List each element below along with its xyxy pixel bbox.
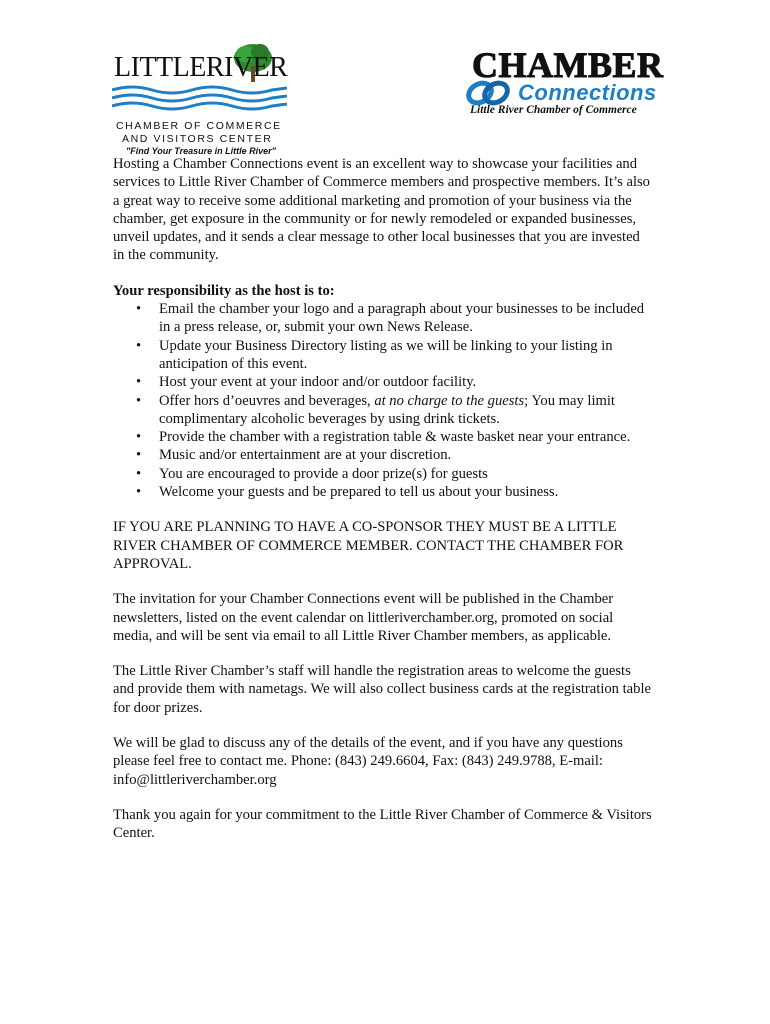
logo-line-2: AND VISITORS CENTER bbox=[122, 133, 273, 145]
intro-paragraph: Hosting a Chamber Connections event is an excellent way to showcase your facilities and services to Little River Chamber of Commerce members and prospective members. It’s also a great way to receive some additional marketing and promotion of your business via the chamber, get exposure in the community or for newly remodeled or expanded businesses, unveil updates, and it sends a clear message to other local businesses that you are invested in the community. bbox=[113, 156, 650, 264]
logo-line-1: CHAMBER OF COMMERCE bbox=[116, 120, 282, 132]
list-item: • Email the chamber your logo and a paragraph about your businesses to be included in a press release, or, submit your own News Release. bbox=[159, 300, 653, 337]
list-item: • Host your event at your indoor and/or outdoor facility. bbox=[159, 373, 653, 391]
no-charge-emphasis: at no charge to the guests bbox=[374, 392, 525, 409]
logo-tagline: "Find Your Treasure in Little River" bbox=[126, 146, 276, 156]
wave-icon bbox=[112, 84, 287, 116]
list-item: • Provide the chamber with a registration table & waste basket near your entrance. bbox=[159, 428, 653, 446]
cosponsor-notice: IF YOU ARE PLANNING TO HAVE A CO-SPONSOR THEY MUST BE A LITTLE RIVER CHAMBER OF COMMERCE MEMBER. CONTACT THE CHAMBER FOR APPROVAL. bbox=[113, 519, 624, 572]
chamber-connections-logo bbox=[462, 45, 664, 120]
chamber-subtitle: Little River Chamber of Commerce bbox=[470, 104, 637, 116]
contact-paragraph: We will be glad to discuss any of the details of the event, and if you have any questions please feel free to contact me. Phone: (843) 249.6604, Fax: (843) 249.9788, E-mail: info@littleriverchamber.org bbox=[113, 735, 623, 788]
staff-paragraph: The Little River Chamber’s staff will handle the registration areas to welcome the guests and provide them with nametags. We will also collect business cards at the registration table for door prizes. bbox=[113, 663, 651, 716]
list-item-hors-doeuvres: • Offer hors d’oeuvres and beverages, at no charge to the guests; You may limit complimentary alcoholic beverages by using drink tickets. bbox=[159, 392, 653, 429]
responsibility-heading: Your responsibility as the host is to: bbox=[113, 282, 335, 299]
connections-script: Connections bbox=[518, 80, 657, 105]
list-item: • Music and/or entertainment are at your discretion. bbox=[159, 446, 653, 464]
logo-name: LITTLERIVER bbox=[114, 52, 288, 83]
list-item: • Update your Business Directory listing as we will be linking to your listing in anticipation of this event. bbox=[159, 337, 653, 374]
list-item: • Welcome your guests and be prepared to tell us about your business. bbox=[159, 483, 653, 501]
document-body bbox=[113, 155, 653, 860]
thanks-paragraph: Thank you again for your commitment to the Little River Chamber of Commerce & Visitors Center. bbox=[113, 806, 652, 842]
chamber-title: CHAMBER bbox=[472, 45, 664, 85]
list-item: • You are encouraged to provide a door prize(s) for guests bbox=[159, 465, 653, 483]
responsibility-list bbox=[113, 300, 653, 501]
invitation-paragraph: The invitation for your Chamber Connections event will be published in the Chamber newsletters, listed on the event calendar on littleriverchamber.org, promoted on social media, and will be sent via email to all Little River Chamber members, as applicable. bbox=[113, 591, 614, 644]
little-river-logo bbox=[112, 40, 288, 156]
